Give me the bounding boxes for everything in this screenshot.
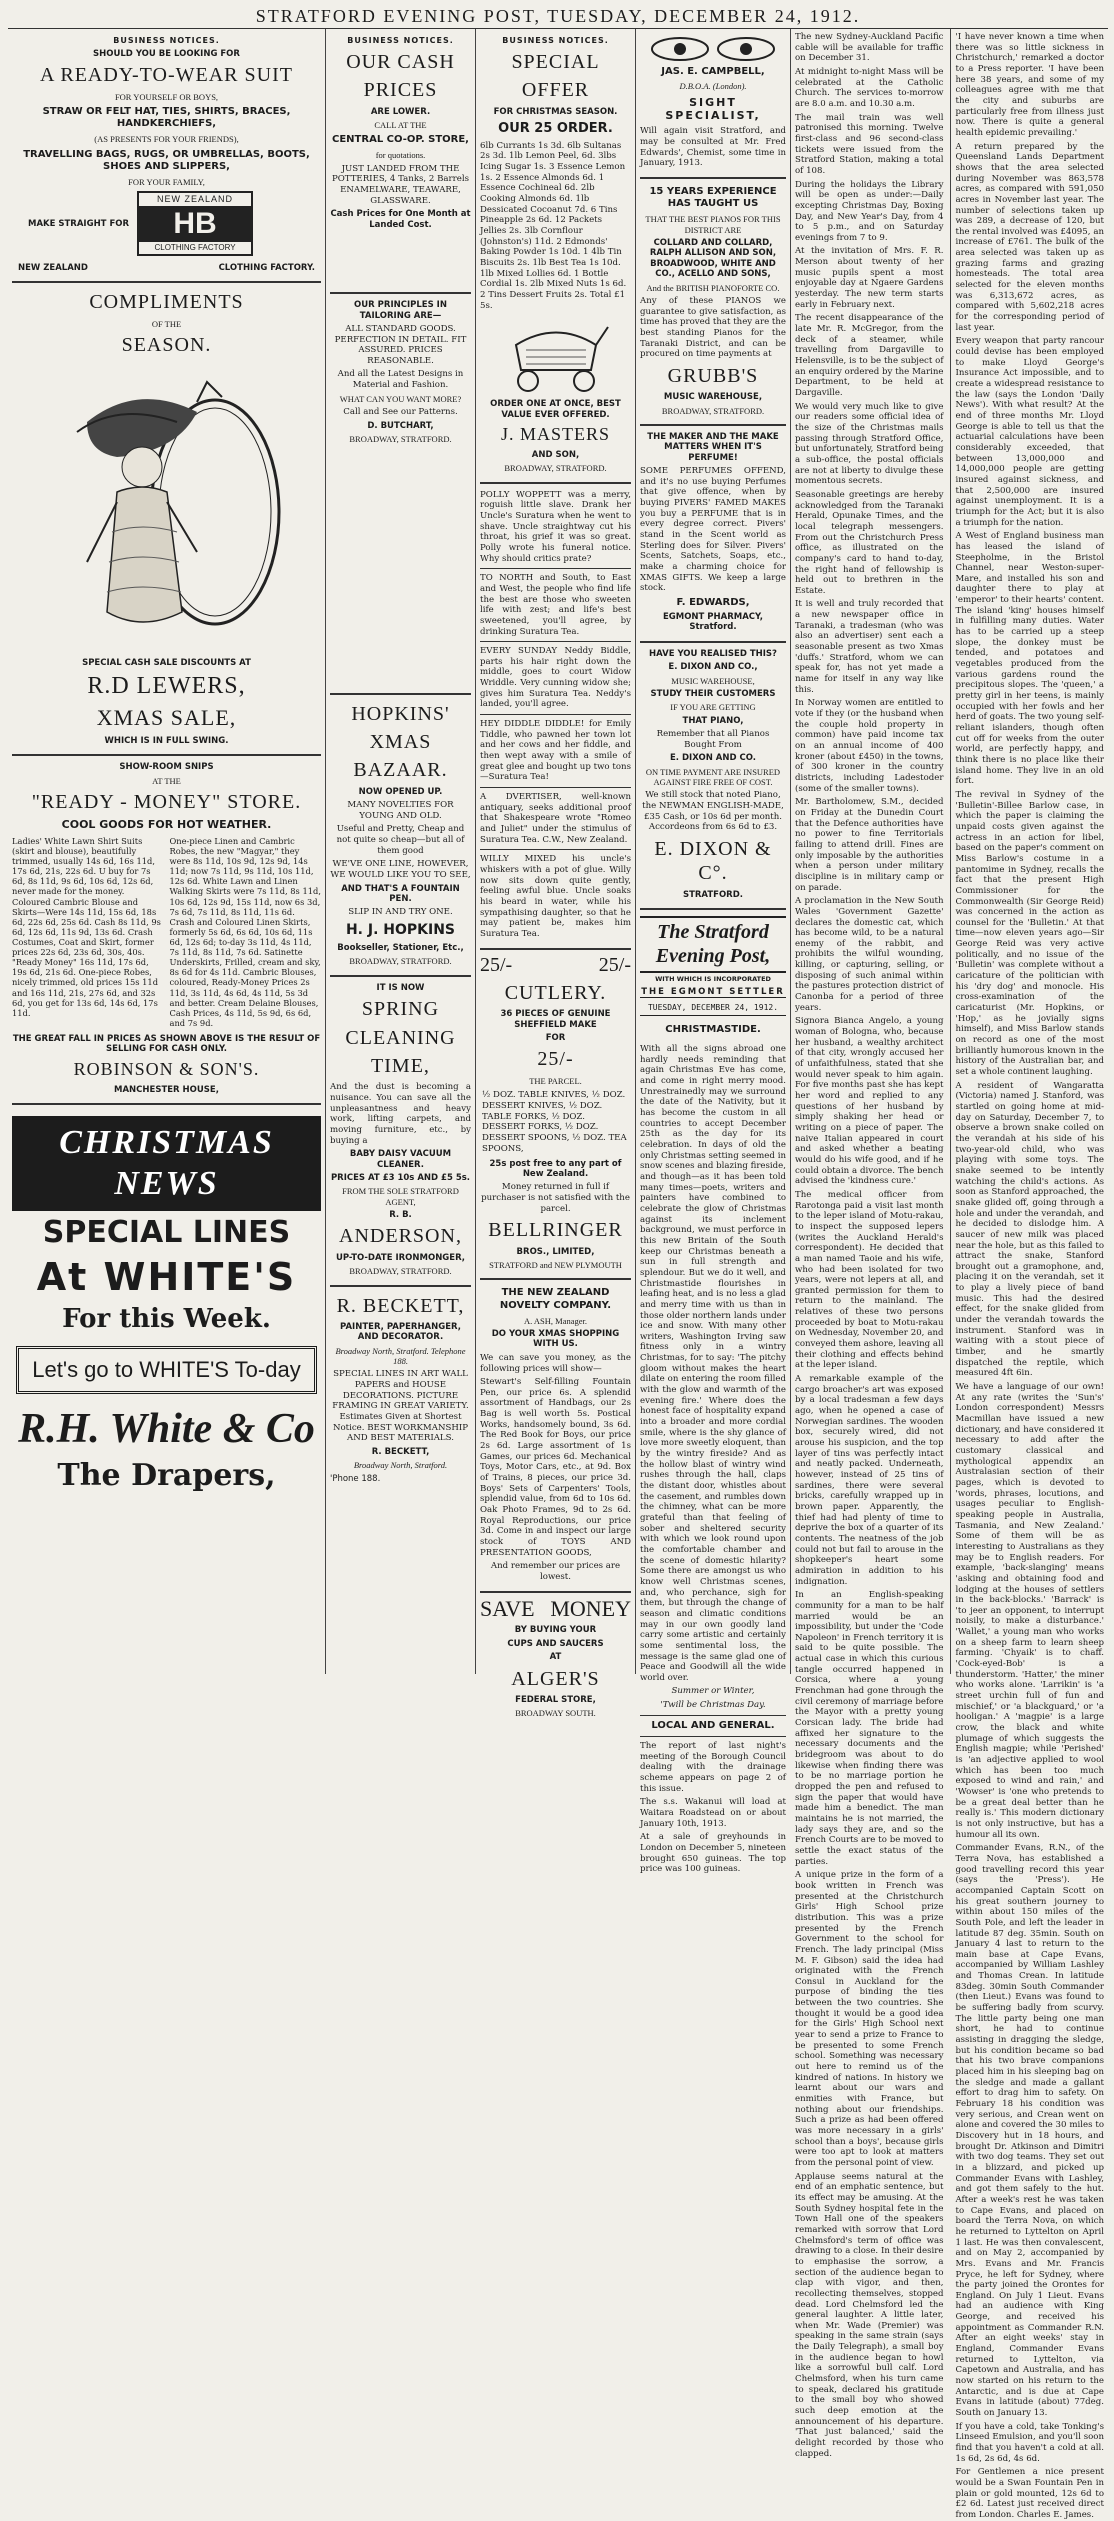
column-3	[476, 29, 636, 1719]
news-paragraph: Commander Evans, R.N., of the Terra Nova, has established a good travelling record this year (says the 'Press'). He accompanied Captain Scott on his great southern journey to within about 150 miles of the South Pole, and left the leader in latitude 87 deg. 35min. South on January 4 last to return to the main base at Cape Evans, accompanied by William Lashley and Thomas Crean. In latitude 83deg. 30min South Commander (then Lieut.) Evans was found to be suffering badly from scurvy. The little party being one man short, he had to continue assisting in dragging the sledge, but his condition became so bad that his two brave companions placed him in his sleeping bag on the sledge and made a gallant effort to drag him to safety. On February 18 his condition was very serious, and Crean went on alone and covered the 30 miles to Discovery hut in 18 hours, and brought Dr. Atkinson and Dimitri with two dog teams. They set out in a blizzard, and picked up Commander Evans with Lashley, and got them safely to the hut. After a week's rest he was taken to Cape Evans, and placed on board the Terra Nova, on which he returned to Lyttelton on April 1 last. He was then convalescent, and on May 2, accompanied by Mrs. Evans and Mr. Francis Pryce, he left for Sydney, where the party joined the Orontes for England. On July 1 Lieut. Evans had an audience with King George, and received his appointment as Commander R.N. After an eight weeks' stay in England, Commander Evans returned to Lyttelton, via Capetown and Australia, and has now started on his return to the Antarctic, and is due at Cape Evans in latitude (about) 77deg. South on January 13.	[955, 1843, 1104, 2419]
section-heading: LOCAL AND GENERAL.	[651, 1719, 775, 1731]
ad-line: BROADWAY, STRATFORD.	[661, 405, 765, 416]
price-badge: 25/-	[598, 953, 631, 976]
news-paragraph: The mail train was well patronised this morning. Twelve first-class and 96 second-class tickets were issued from the Stratford Station, making a total of 108.	[795, 112, 944, 176]
masters-ad	[480, 29, 631, 484]
eyes-illustration	[640, 36, 786, 62]
ad-body: Money returned in full if purchaser is not satisfied with the parcel.	[481, 1182, 630, 1214]
ad-line: SPECIAL CASH SALE DISCOUNTS AT	[82, 657, 251, 668]
central-coop-ad	[330, 29, 471, 294]
ad-line: WHAT CAN YOU WANT MORE?	[339, 393, 462, 404]
grubb-ad	[640, 179, 786, 426]
price-list-right: One-piece Linen and Cambric Robes, the new "Magyar," they were 8s 11d, 10s 9d, 12s 9d, 14s 11d; now 7s 11d, 9s 11d, 10s 11d, 12s 6d. White Lawn and Linen Walking Skirts were 7s 11d, 8s 11d, 10s 6d, 12s 9d, 15s 11d, now 6s 3d, 7s 6d, 7s 11d, 8s 11d, 11s 6d. Crash and Coloured Linen Skirts, formerly 5s 6d, 6s 6d, 10s 6d, 11s 6d, 12s 6d; to-day 3s 11d, 4s 11d, 7s 11d, 8s 11d, 7s 6d. Satinette Underskirts, Frilled, cream and sky, 8s 6d for 4s 11d. Cambric Blouses, coloured, Ready-Money Prices 2s 11d, 3s 11d, 4s 6d, 4s 11d, 5s 3d and better. Cream Delaine Blouses, Cash Prices, 4s 11d, 5s 9d, 6s 6d, and 7s 9d.	[169, 835, 321, 1028]
ad-line: THE GREAT FALL IN PRICES AS SHOWN ABOVE IS THE RESULT OF SELLING FOR CASH ONLY.	[12, 1033, 321, 1055]
ad-line: MUSIC WAREHOUSE,	[663, 392, 763, 403]
price-list-left: Ladies' White Lawn Shirt Suits (skirt and blouse), beautifully trimmed, usually 14s 6d, 16s 11d, 17s 6d, 21s, 22s 6d. U buy for 7s 6d, 8s 11d, 9s 6d, 10s 6d, 12s 6d, never made for the money. Coloured Cambric Blouse and Skirts—Were 14s 11d, 15s 6d, 18s 6d, 22s 6d, 25s 6d. Cash 8s 11d, 9s 6d, 12s 6d, 11s 9d, 13s 6d. Crash Costumes, Coat and Skirt, former prices 22s 6d, 23s 6d, 30s, 40s. "Ready Money" 16s 11d, 17s 6d, 19s 6d, 21s 6d. One-piece Robes, nicely trimmed, old prices 15s 11d and 16s 11d, 21s, 27s 6d, and 32s 6d, you get for 13s 6d, 14s 6d, 17s 11d.	[12, 835, 161, 1018]
ad-line: AT THE	[152, 775, 181, 786]
edwards-ad	[640, 426, 786, 643]
news-paragraph: Applause seems natural at the end of an emphatic sentence, but its effect may be amusing. At the South Sydney hospital fete in the Town Hall one of the speakers remarked with sorrow that Lord Chelmsford's term of office was drawing to a close. In their desire to emphasise the sorrow, a section of the audience began to clap with vigor, and then, recollecting themselves, stopped dead. Lord Chelmsford led the general laughter. A little later, when Mr. Wade (Premier) was speaking in the same strain (says the Daily Telegraph), a small boy in the audience began to howl like a sorrowful bull calf. Lord Chelmsford, when his turn came to speak, declared his gratitude to the small boy who showed such deep emotion at the announcement of his departure. 'That just balanced,' said the delight recorded by those who clapped.	[795, 2171, 944, 2459]
news-paragraph: Seasonable greetings are hereby acknowledged from the Taranaki Herald, Opunake Times, and the local telegraph messengers. From out the Christchurch Press office, as illustrated on the company's card to hand to-day, the right hand of fellowship is held out to brethren in the Estate.	[795, 489, 944, 596]
ad-body: Useful and Pretty, Cheap and not quite so cheap—but all of them good	[336, 824, 465, 856]
ad-headline: OUR CASH	[346, 50, 455, 73]
ad-line: OF THE	[151, 318, 182, 329]
ad-line: NEW ZEALAND	[18, 263, 88, 274]
ad-headline: TIME,	[371, 1054, 430, 1077]
robinson-ad	[12, 756, 321, 1105]
news-paragraph: 'I have never known a time when there was so little sickness in Christchurch,' remarked a doctor to a Press reporter. 'I have been here 38 years, and some of my colleagues agree with me that the city and suburbs are particularly free from illness just now. There is quite a general health epidemic prevailing.'	[955, 32, 1104, 138]
ad-headline: SEASON.	[121, 334, 212, 357]
ad-body: Remember that all Pianos Bought From	[656, 728, 770, 750]
ad-headline: ANDERSON,	[339, 1225, 462, 1248]
ad-line: FOR YOUR FAMILY,	[128, 176, 205, 187]
ad-line: for quotations.	[375, 150, 426, 161]
nameplate-sub: THE EGMONT SETTLER	[641, 986, 785, 997]
ad-line: MUSIC WAREHOUSE,	[671, 675, 755, 686]
ad-headline: MONEY	[550, 1595, 631, 1621]
ad-line: FROM THE SOLE STRATFORD AGENT,	[342, 1186, 459, 1207]
ad-body: And all the Latest Designs in Material and Fashion.	[337, 369, 464, 391]
ad-body: SOME PERFUMES OFFEND, and it's no use buying Perfumes that give offence, when by buying PIVERS' FAMED MAKES you buy a PERFUME that is in every degree correct. Pivers' stand in the Scent world as Sterling does for Silver. Pivers' Scents, Satchets, Soaps, etc., make a charming choice for XMAS GIFTS. We keep a large stock.	[640, 466, 786, 594]
ad-headline: R. BECKETT,	[336, 1294, 465, 1317]
editorial	[640, 916, 786, 1875]
business-notices-label: BUSINESS NOTICES.	[113, 36, 220, 45]
bellringer-ad	[480, 950, 631, 1281]
ad-body: MANY NOVELTIES FOR YOUNG AND OLD.	[347, 800, 454, 821]
news-paragraph: We have a language of our own! At any rate (writes the 'Sun's' London correspondent) Messrs Macmillan have issued a new dictionary, and have considered it necessary to add after the customary classical and mythological appendix an Australasian section of their pages, which is devoted to 'words, phrases, locutions, and usages peculiar to English-speaking people in Australia, Tasmania, and New Zealand.' Some of them will be as interesting to Australians as they may be to English readers. For example, 'back-slanging' means 'asking and obtaining food and lodging at the houses of settlers in the back-blocks.' 'Barrack' is 'to jeer an opponent, to interrupt noisily, to make a disturbance.' 'Wallet,' a young man who works on a sheep farm to learn sheep farming. 'Chyaik' is to chaff. 'Cock-eyed-Bob' is a thunderstorm. 'Hatter,' the miner who works alone. 'Larrikin' is 'a street urchin full of fun and mischief,' or 'a blackguard,' or 'a hooligan.' A 'magpie' is a large crow, the black and white plumage of which suggests the English magpie; while 'Perished' is 'an adjective applied to wool which has been too much exposed to wind and rain,' and 'Wowser' is 'one who pretends to be a great deal better than he really is.' This modern dictionary is not only instructive, but has a humour all its own.	[955, 1382, 1104, 1840]
ad-line: NOW OPENED UP.	[358, 786, 443, 797]
ad-line: D. BUTCHART,	[367, 420, 434, 431]
novelty-company-ad	[480, 1280, 631, 1592]
news-column-a	[795, 29, 944, 2459]
ad-headline: PRICES	[363, 79, 438, 102]
ad-body: WILLY MIXED his uncle's whiskers with a pot of glue. Willy now sits down quite gently, feeling awful blue. Uncle soaks his beard in water, while his sympathising daughter, so that he may patient be, makes him Suratura Tea.	[480, 854, 631, 939]
news-paragraph: Mr. Bartholomew, S.M., decided on Friday at the Dunedin Court that the Defence authorities have no power to fine Territorials failing to attend drill. Fines are only imposable by the authorities when a person under military discipline is in military camp or on parade.	[795, 797, 944, 893]
price-list	[12, 836, 321, 1028]
news-paragraph: At a sale of greyhounds in London on December 5, nineteen brought 650 guineas. The top price was 100 guineas.	[640, 1832, 786, 1875]
ad-line: OUR 25 ORDER.	[498, 120, 613, 136]
ad-line: CUPS AND SAUCERS	[507, 1638, 604, 1649]
ad-line: SHOW-ROOM SNIPS	[119, 762, 214, 773]
ad-line: MAKE STRAIGHT FOR	[28, 218, 130, 229]
news-paragraph: Signora Bianca Angelo, a young woman of Bologna, who, because her husband, a wealthy architect of that city, wrongly accused her of unfaithfulness, stated that she would never speak to him again. For five months past she has kept her word and replied to any questions of her husband by simply shaking her head or writing on a piece of paper. The naive Italian appeared in court and asked whether a beating would do his wife good, and if he could obtain a divorce. The bench advised the 'kindness cure.'	[795, 1016, 944, 1187]
pram-illustration	[496, 315, 616, 395]
ad-headline: At WHITE'S	[36, 1254, 297, 1299]
news-paragraph: A unique prize in the form of a book written in French was presented at the Christchurch Girls' High School prize distribution. This was a prize presented by the French Government to the school for French. The lady principal (Miss M. F. Gibson) said the idea had originated with the French Consul in Auckland for the purpose of binding the ties between the two countries. She thought it would be a good idea for the Girls' High School next year to send a prize to France to be presented to some French school. Something was necessary out here to remind us of the kindred of nations. In history we learnt about our wars and enmities with France, but nothing about our friendships. Such a prize as had been offered was more necessary in a girls' school than a boys', because girls were too apt to look at matters from the personal point of view.	[795, 1870, 944, 2168]
news-paragraph: In Norway women are entitled to vote if they (or the husband when the couple hold property in common) have paid income tax on an annual income of 400 kroner (about £450) in the towns, of 300 kroner in the country districts, including Ladestoder (some of the smaller towns).	[795, 698, 944, 794]
ad-body: EVERY SUNDAY Neddy Biddle, parts his hair right down the middle, goes to court Widow Wriddle. Very cunning widow she; gives him Suratura Tea. Neddy's landed, you'll agree.	[480, 646, 631, 710]
ad-body: POLLY WOPPETT was a merry, roguish little slave. Drank her Uncle's Suratura when he went to shave. Uncle straightway cut his throat, his grief it was so great. Polly wrote his funeral notice. Why should critics prate?	[480, 489, 631, 564]
ad-body: And remember our prices are lowest.	[490, 1561, 621, 1582]
ad-headline: SIGHT SPECIALIST,	[665, 95, 761, 122]
ad-line: D.B.O.A. (London).	[679, 81, 747, 92]
ad-headline: J. MASTERS	[500, 423, 611, 444]
ad-line: CLOTHING FACTORY.	[218, 263, 315, 274]
ad-headline: For this Week.	[62, 1303, 271, 1334]
ad-line: E. DIXON AND CO.,	[668, 662, 758, 673]
ad-line: 25s post free to any part of New Zealand.	[489, 1158, 622, 1179]
ad-line: CENTRAL CO-OP. STORE,	[332, 134, 469, 146]
ad-line: STUDY THEIR CUSTOMERS	[650, 688, 776, 699]
hb-logo-row	[12, 191, 321, 256]
ad-headline: CLEANING	[345, 1026, 456, 1049]
ad-body: Will again visit Stratford, and may be consulted at Mr. Fred Edwards', Chemist, some time in January, 1913.	[640, 126, 786, 169]
cutlery-list: ½ DOZ. TABLE KNIVES, ½ DOZ. DESSERT KNIVES, ½ DOZ. TABLE FORKS, ½ DOZ. DESSERT FORKS, ½ DOZ. DESSERT SPOONS, ½ DOZ. TEA SPOONS,	[482, 1090, 627, 1154]
ad-line: Cash Prices for One Month at Landed Cost.	[330, 209, 471, 230]
ad-headline: ROBINSON & SON'S.	[73, 1058, 260, 1079]
ad-line: HAVE YOU REALISED THIS?	[649, 648, 777, 659]
ad-line: FOR	[545, 1033, 566, 1044]
column-1	[8, 29, 326, 1674]
ad-line: IT IS NOW	[376, 982, 425, 993]
ad-headline: CUTLERY.	[504, 981, 607, 1004]
logo-bottom-text: CLOTHING FACTORY	[139, 241, 251, 254]
ad-line: And the BRITISH PIANOFORTE CO.	[646, 282, 780, 293]
ad-line: Broadway North, Stratford.	[353, 1460, 448, 1471]
business-notices-label: BUSINESS NOTICES.	[502, 36, 609, 45]
news-paragraph: In an English-speaking community for a man to be half married would be an impossibility, but under the 'Code Napoleon' in French territory it is said to be quite possible. The actual case in which this curious tangle occurred happened in Corsica, where a young Frenchman had gone through the civil ceremony of marriage before the Mayor with a pretty young Corsican lady. The bride had affixed her signature to the necessary documents and the bridegroom was about to do likewise when finding there was to be no marriage portion he dropped the pen and refused to sign the paper that would have made him a benedict. The man maintains he is not married, the lady says they are, and so the French Courts are to be moved to settle the exact status of the parties.	[795, 1590, 944, 1867]
ad-headline: BELLRINGER	[488, 1219, 623, 1242]
ad-headline: ALGER'S	[511, 1667, 600, 1690]
ad-line: FEDERAL STORE,	[515, 1694, 596, 1705]
ad-headline: SPECIAL LINES	[42, 1214, 291, 1250]
suratura-ad	[480, 484, 631, 950]
ad-line: ARE LOWER.	[370, 106, 431, 117]
verse-line: 'Twill be Christmas Day.	[660, 1700, 766, 1711]
ad-headline: OFFER	[521, 79, 590, 102]
ad-line: FOR YOURSELF OR BOYS,	[114, 91, 219, 102]
news-paragraph: At the invitation of Mrs. F. R. Merson about twenty of her music pupils spent a most enjoyable day at Ngaere Gardens yesterday. The new term starts early in February next.	[795, 246, 944, 310]
ad-line: R. B.	[389, 1210, 412, 1221]
masthead: STRATFORD EVENING POST, TUESDAY, DECEMBER 24, 1912.	[8, 4, 1108, 29]
ad-line: AT	[549, 1652, 562, 1663]
editorial-body: With all the signs abroad one hardly needs reminding that again Christmas Eve has come, and come in right merry mood. Unrestrainedly may we surround the date of the Nativity, but it has become the custom in all countries to accept December 25th as the day for its celebration. In days of old the only Christmas setting seemed in snow scenes and blazing fireside, and though—as it has been told many times—poets, writers and painters have combined to celebrate the glow of Christmas against its inclement background, we must perforce in this new Britain of the South keep our Christmas beneath a sun in full strength and splendour. But we do it well, and Christmastide flourishes in leafing heat, and is no less a glad and merry time with us than in those older northern lands under ice and snow. With many other writers, Washington Irving saw fitness only in a wintry Christmas, for to say: 'The pitchy gloom without makes the heart dilate on entering the room filled with the glow and warmth of the evening fire.' Where does the honest face of hospitality expand into a broader and more cordial smile, where is the shy glance of love more sweetly eloquent, than by the wintry fireside? And as the hollow blast of wintry wind rushes through the hall, claps the distant door, whistles about the casement, and rumbles down the chimney, what can be more grateful than that feeling of sober and sheltered security with which we look round upon the comfortable chamber and the scene of domestic hilarity? Some there are amongst us who know well Christmas scenes, and, who perchance, sigh for them, but through the change of season and climatic conditions may in our own goodly land carry some artistic and certainly some sentimental loss, the message is the same glad one of Peace and Goodwill all the wide world over.	[640, 1044, 786, 1683]
column-2	[326, 29, 476, 1674]
ad-line: CALL AT THE	[374, 119, 427, 130]
ad-headline: SPECIAL	[511, 50, 600, 73]
ad-headline: R.H. White & Co	[18, 1406, 315, 1453]
ad-headline: XMAS SALE,	[96, 705, 237, 731]
ad-line: BROS., LIMITED,	[516, 1246, 595, 1257]
news-paragraph: A proclamation in the New South Wales 'Government Gazette' declares the domestic cat, which has become wild, to be a natural enemy of the rabbit, and prohibits the wilful wounding, killing, or capturing, selling, or disposing of such animal within the pastures protection district of Canonba for a period of three years.	[795, 896, 944, 1013]
ad-line: 'Phone 188.	[330, 1473, 381, 1484]
news-paragraph: A return prepared by the Queensland Lands Department shows that the area selected during November was 863,578 acres, as compared with 591,050 acres in November last year. The number of selections taken up was 289, a decrease of 120, but the rental involved was £4095, an increase of £761. The bulk of the area selected was taken up as grazing farms and grazing homesteads. The total area selected for the eleven months was 6,313,672 acres, as compared with 5,602,218 acres for the corresponding period of last year.	[955, 141, 1104, 333]
price-badge: 25/-	[480, 953, 513, 976]
ad-body: Any of these PIANOS we guarantee to give satisfaction, as time has proved that they are the best standing Pianos for the Taranaki District, and can be procured on time payments at	[640, 295, 787, 360]
logo-top-text: NEW ZEALAND	[139, 193, 251, 207]
ad-body: TO NORTH and South, to East and West, the people who find life the best are those who sweeten life with zest; and life's best sweetened, you'll agree, by drinking Suratura Tea.	[480, 573, 631, 637]
ad-line: THE NEW ZEALAND NOVELTY COMPANY.	[499, 1287, 612, 1311]
ad-line: AND SON,	[531, 449, 580, 460]
grocery-list: 6lb Currants 1s 3d. 6lb Sultanas 2s 3d. 1lb Lemon Peel, 6d. 3lbs Icing Sugar 1s. 3 Essence Lemon 1s. 2 Essence Almonds 6d. 1 Essence Cochineal 6d. 2lb Cooking Almonds 6d. 1lb Dessicated Cocoanut 7d. 6 Tins Pineapple 2s 6d. 12 Packets Jellies 2s. 3lb Cornflour (Johnston's) 11d. 2 Edmonds' Baking Powder 1s 10d. 1 4lb Tin Biscuits 2s. 1lb Best Tea 1s 10d. 1lb Mixed Lollies 6d. 1 Bottle Cordial 1s. 2lb Mixed Nuts 1s 6d. 2 Tins Dessert Fruits 2s. Total £1 5s.	[480, 140, 627, 311]
ad-line: DO YOUR XMAS SHOPPING WITH US.	[491, 1329, 620, 1350]
ad-line: MANCHESTER HOUSE,	[114, 1084, 219, 1095]
ad-body: JUST LANDED FROM THE POTTERIES, 4 Tanks, 2 Barrels ENAMELWARE, TEAWARE, GLASSWARE.	[331, 163, 469, 206]
ad-body: Stewart's Self-filling Fountain Pen, our price 6s. A splendid assortment of Handbags, our 2s Bag is well worth 5s. Postical Works, handsomely bound, 3s 6d. The Red Book for Boys, our price 2s 6d. Large assortment of 1s Games, our prices 6d. Mechanical Toys, Motor Cars, etc., at 9d. Box of Trains, 8 pieces, our price 3d. Boys' Sets of Carpenters' Tools, splendid value, from 6d to 10s 6d. Oak Photo Frames, 9d to 2s 6d. Royal Reproductions, our price 3d. Come in and inspect our large stock of TOYS AND PRESENTATION GOODS,	[480, 1377, 631, 1558]
news-paragraph: The recent disappearance of the late Mr. R. McGregor, from the deck of a steamer, while travelling from Dargaville to Helensville, is to be the subject of an enquiry ordered by the Marine Department, to be held at Dargaville.	[795, 313, 944, 398]
ad-line: BABY DAISY VACUUM CLEANER.	[349, 1149, 452, 1170]
ad-line: BROADWAY, STRATFORD.	[349, 956, 452, 967]
ad-line: STRAW OR FELT HAT, TIES, SHIRTS, BRACES, HANDKERCHIEFS,	[42, 105, 291, 130]
ad-body: Call and See our Patterns.	[343, 407, 458, 418]
ad-headline: HOPKINS'	[351, 702, 450, 725]
ad-line: BROADWAY, STRATFORD.	[349, 1266, 452, 1277]
news-paragraph: We would very much like to give our readers some official idea of the size of the Christmas mails passing through Stratford Office, but unfortunately, Stratford being a sub-office, the postal officials are not at liberty to divulge these momentous secrets.	[795, 401, 944, 487]
hopkins-ad	[330, 695, 471, 977]
news-paragraph: It is well and truly recorded that a new newspaper office in Taranaki, a tradesman (who was also an advertiser) sent each a seasonable present as two Xmas 'duffs.' Stratford, whom we can speak for, has not yet made a name for itself in any way like this.	[795, 599, 944, 695]
ad-line: BROADWAY, STRATFORD.	[504, 463, 607, 474]
hb-clothing-ad	[12, 29, 321, 283]
ad-line: THAT THE BEST PIANOS FOR THIS DISTRICT ARE	[645, 214, 781, 235]
ad-line: Bookseller, Stationer, Etc.,	[337, 943, 464, 954]
ad-line: Broadway North, Stratford. Telephone 188.	[335, 1345, 466, 1367]
ad-body: And the dust is becoming a nuisance. You can save all the unpleasantness and heavy work, lifting carpets, and moving furniture, etc., by buying a	[330, 1082, 471, 1146]
ad-line: COLLARD AND COLLARD, RALPH ALLISON AND SON, BROADWOOD, WHITE AND CO., ACELLO AND SONS,	[649, 238, 777, 280]
campbell-ad	[640, 29, 786, 179]
alger-ad	[480, 1593, 631, 1727]
nameplate-sub: WITH WHICH IS INCORPORATED	[655, 974, 771, 983]
ad-line: THE PARCEL.	[529, 1075, 582, 1086]
business-notices-label: BUSINESS NOTICES.	[347, 36, 454, 45]
ad-slogan: Let's go to WHITE'S To-day	[16, 1346, 317, 1395]
ad-line: COOL GOODS FOR HOT WEATHER.	[61, 818, 272, 832]
columns	[8, 29, 1108, 2520]
ad-headline: XMAS	[369, 730, 432, 753]
ad-line: 15 YEARS EXPERIENCE HAS TAUGHT US	[649, 185, 777, 210]
ad-body: WE'VE ONE LINE, HOWEVER, WE WOULD LIKE YOU TO SEE,	[330, 859, 471, 880]
news-paragraph: At midnight to-night Mass will be celebrated at the Catholic Church. The services to-morrow are 8.0 a.m. and 10.30 a.m.	[795, 66, 944, 109]
ad-headline: E. DIXON & C°.	[654, 837, 772, 885]
ad-line: STRATFORD.	[682, 889, 744, 900]
ad-line: UP-TO-DATE IRONMONGER,	[335, 1252, 466, 1263]
ad-line: BROADWAY SOUTH.	[515, 1708, 596, 1719]
news-paragraph: Every weapon that party rancour could devise has been employed to make Lloyd George's Insurance Act impossible, and to create a widespread resistance to the law (says the London 'Daily News'). With what result? At the end of three months Mr. Lloyd George is able to tell us that the actuarial calculations have been considerably exceeded, that between 13,000,000 and 14,000,000 people are getting insured against sickness, and that 2,500,000 are insured against unemployment. It is a triumph for the Act; but it is also a triumph for the nation.	[955, 336, 1104, 528]
ad-line: THAT PIANO,	[682, 715, 744, 726]
ad-body: SPECIAL LINES IN ART WALL PAPERS and HOUSE DECORATIONS. PICTURE FRAMING IN GREAT VARIETY. Estimates Given at Shortest Notice. BEST WORKMANSHIP AND BEST MATERIALS.	[332, 1369, 469, 1444]
ad-line: PAINTER, PAPERHANGER, AND DECORATOR.	[340, 1321, 461, 1343]
hb-logo	[137, 191, 253, 256]
ad-line: A. ASH, Manager.	[523, 1315, 588, 1326]
ad-body: HEY DIDDLE DIDDLE! for Emily Tiddle, who pawned her town lot and her cows and her fiddle, and then wept away with a smile of great glee and bought up two tons—Suratura Tea!	[480, 719, 631, 783]
whites-ad	[12, 1105, 321, 1499]
ad-headline: 25/-	[537, 1048, 574, 1071]
ad-line: ON TIME PAYMENT ARE INSURED AGAINST FIRE FREE OF COST.	[645, 766, 781, 787]
ad-headline: "READY - MONEY" STORE.	[31, 791, 302, 814]
ad-headline: H. J. HOPKINS	[345, 922, 456, 939]
news-paragraph: A remarkable example of the cargo broacher's art was exposed by a local tradesman a few days ago, when he opened a case of Norwegian sardines. The wooden box, securely wired, did not arouse his suspicion, and the top layer of tins was perfectly intact and neatly packed. Underneath, however, instead of 25 tins of sardines, there were several bricks, carefully wrapped up in brown paper. Apparently, the thief had had plenty of time to deprive the box of a quarter of its contents. The neatness of the job could not but fail to arouse in the shopkeeper's heart some admiration in addition to his indignation.	[795, 1374, 944, 1587]
anderson-ad	[330, 977, 471, 1287]
ad-line: IF YOU ARE GETTING	[670, 702, 756, 713]
news-paragraph: The s.s. Wakanui will load at Waitara Roadstead on or about January 10th, 1913.	[640, 1797, 786, 1829]
news-paragraph: A resident of Wangaratta (Victoria) named J. Stanford, was startled on going home at mid-day on Saturday, December 7, to observe a brown snake coiled on the verandah at his side of his two-year-old child, who was playing with some toys. The snake seemed to be intently watching the child's actions. As soon as Stanford approached, the snake glided off, going through a hole and under the verandah, and he decided to dislodge him. A saucer of new milk was placed near the hole, but as this failed to attract the snake, Stanford brought out a gramophone, and, placing it on the verandah, set it to play a lively piece of band music. This had the desired effect, for the snake glided from under the verandah towards the instrument. Stanford was in waiting with a stout piece of timber, and he smartly dispatched the reptile, which measured 4ft 6in.	[955, 1080, 1104, 1379]
verse-line: Summer or Winter,	[671, 1686, 755, 1697]
ad-line: AND THAT'S A FOUNTAIN PEN.	[341, 883, 460, 905]
ad-headline: R.D LEWERS,	[87, 672, 246, 699]
ad-line: ORDER ONE AT ONCE, BEST VALUE EVER OFFERED.	[490, 399, 621, 420]
column-5	[791, 29, 1108, 2520]
ad-line: FOR CHRISTMAS SEASON.	[493, 106, 618, 117]
news-paragraph: The new Sydney-Auckland Pacific cable will be available for traffic on December 31.	[795, 32, 944, 64]
ad-body: We still stock that noted Piano, the NEWMAN ENGLISH-MADE, £35 Cash, or 10s 6d per month. Accordeons from 6s 6d to £3.	[642, 790, 784, 833]
ad-line: PRICES AT £3 10s AND £5 5s.	[330, 1173, 471, 1184]
ad-line: THE MAKER AND THE MAKE MATTERS WHEN IT'S PERFUME!	[647, 431, 779, 463]
news-column-b	[950, 29, 1105, 2520]
lewers-ad	[12, 283, 321, 756]
ad-line: TRAVELLING BAGS, RUGS, OR UMBRELLAS, BOOTS, SHOES AND SLIPPERS,	[23, 148, 310, 172]
ad-headline: JAS. E. CAMPBELL,	[661, 66, 765, 77]
paper-nameplate: The Stratford Evening Post,	[640, 916, 786, 973]
editorial-heading: CHRISTMASTIDE.	[665, 1023, 761, 1035]
news-paragraph: If you have a cold, take Tonking's Linseed Emulsion, and you'll soon find that you haven't a cold at all. 1s 6d, 2s 6d, 4s 6d.	[955, 2421, 1104, 2464]
ad-headline: F. EDWARDS,	[676, 596, 750, 608]
ad-headline: GRUBB'S	[667, 364, 759, 387]
news-paragraph: The revival in Sydney of the 'Bulletin'-Billee Barlow case, in which the paper is claiming the unpaid costs given against the actress in an action for libel, based on the paper's comment on Miss Barlow's costume in a pantomime in Sydney, recalls the fact that the present High Commissioner for the Commonwealth (Sir George Reid) was concerned in the action as counsel for the 'Bulletin.' At that time—now eleven years ago—Sir George Reid was very active politically, and no issue of the 'Bulletin' was complete without a caricature of the politician with his 'dry dog' and monocle. His cross-examination of the caricaturist (Mr. Hopkins, or 'Hop,' as he jovially signs himself), and Miss Barlow stands on record as one of the most brilliantly humorous known in the history of the Australian bar, and set a whole continent laughing.	[955, 789, 1104, 1077]
beckett-ad	[330, 1287, 471, 1493]
news-paragraph: The medical officer from Rarotonga paid a visit last month to the leper island of Motu-rakau, to inspect the supposed lepers (writes the Auckland Herald's correspondent). He decided that a man named Taoie and his wife, who had been isolated for two years, were not lepers at all, and granted permission for them to return to the mainland. The relatives of these two persons proceeded by boat to Motu-rakau on Wednesday, November 20, and conveyed them ashore, leaving all their clothing and effects behind at the leper island.	[795, 1189, 944, 1371]
logo-mark: HB	[139, 207, 251, 241]
dateline: TUESDAY, DECEMBER 24, 1912.	[640, 1001, 786, 1016]
ad-line: 36 PIECES OF GENUINE SHEFFIELD MAKE	[500, 1009, 611, 1030]
ad-line: OUR PRINCIPLES IN TAILORING ARE—	[354, 300, 447, 321]
ad-line: BY BUYING YOUR	[514, 1625, 597, 1636]
ad-headline: CHRISTMAS NEWS	[12, 1116, 321, 1211]
lady-in-hat-illustration	[47, 362, 287, 654]
ad-headline: SAVE	[480, 1595, 535, 1621]
ad-body: SLIP IN AND TRY ONE.	[348, 907, 453, 918]
ad-headline: BAZAAR.	[353, 759, 448, 782]
column-4	[636, 29, 791, 1875]
dixon-ad	[640, 643, 786, 910]
ad-line: E. DIXON AND CO.	[670, 753, 756, 764]
ad-line: EGMONT PHARMACY, Stratford.	[662, 612, 764, 633]
ad-headline: A READY-TO-WEAR SUIT	[40, 64, 293, 87]
ad-line: SHOULD YOU BE LOOKING FOR	[93, 48, 240, 59]
news-paragraph: The report of last night's meeting of the Borough Council dealing with the drainage scheme appears on page 2 of this issue.	[640, 1740, 786, 1794]
ad-line: STRATFORD and NEW PLYMOUTH	[489, 1260, 622, 1271]
ad-line: WHICH IS IN FULL SWING.	[104, 736, 229, 746]
ad-headline: The Drapers,	[57, 1457, 276, 1493]
butchart-ad	[330, 294, 471, 694]
news-paragraph: For Gentlemen a nice present would be a Swan Fountain Pen in plain or gold mounted, 12s 6d to £2 6d. Latest just received direct from London. Charles E. James.	[955, 2467, 1104, 2520]
ad-headline: SPRING	[361, 998, 440, 1021]
ad-body: We can save you money, as the following prices will show—	[480, 1352, 631, 1374]
ad-body: A DVERTISER, well-known antiquary, seeks additional proof that Shakespeare wrote "Romeo and Juliet" under the stimulus of Suratura Tea. C.W., New Zealand.	[480, 792, 631, 845]
ad-body: ALL STANDARD GOODS. PERFECTION IN DETAIL. FIT ASSURED. PRICES REASONABLE.	[334, 323, 467, 366]
ad-line: (AS PRESENTS FOR YOUR FRIENDS),	[94, 134, 239, 145]
ad-line: R. BECKETT,	[371, 1446, 430, 1457]
news-paragraph: During the holidays the Library will be open as under:—Daily excepting Christmas Day, Boxing Day, and New Year's Day, from 4 to 5 p.m., and on Saturday evenings from 7 to 9.	[795, 179, 944, 243]
ad-headline: COMPLIMENTS	[89, 291, 244, 314]
ad-line: BROADWAY, STRATFORD.	[349, 434, 452, 445]
news-paragraph: A West of England business man has leased the island of Steepholme, in the Bristol Channel, near Weston-super-Mare, and installed his son and daughter there to play at 'emperor' to their hearts' content. The island 'king' houses himself in fulfilling many duties. Water has to be carried up a steep slope, the donkey must be tended, and potatoes and vegetables produced from the various gardens round the precipitous slopes. The 'queen,' a pretty girl in her teens, is mainly occupied with her fowls and her herd of goats. The two young self-reliant islanders, though often cut off for weeks from the outer world, are perfectly happy, and think there is no place like their island home. They live in an old fort.	[955, 531, 1104, 787]
